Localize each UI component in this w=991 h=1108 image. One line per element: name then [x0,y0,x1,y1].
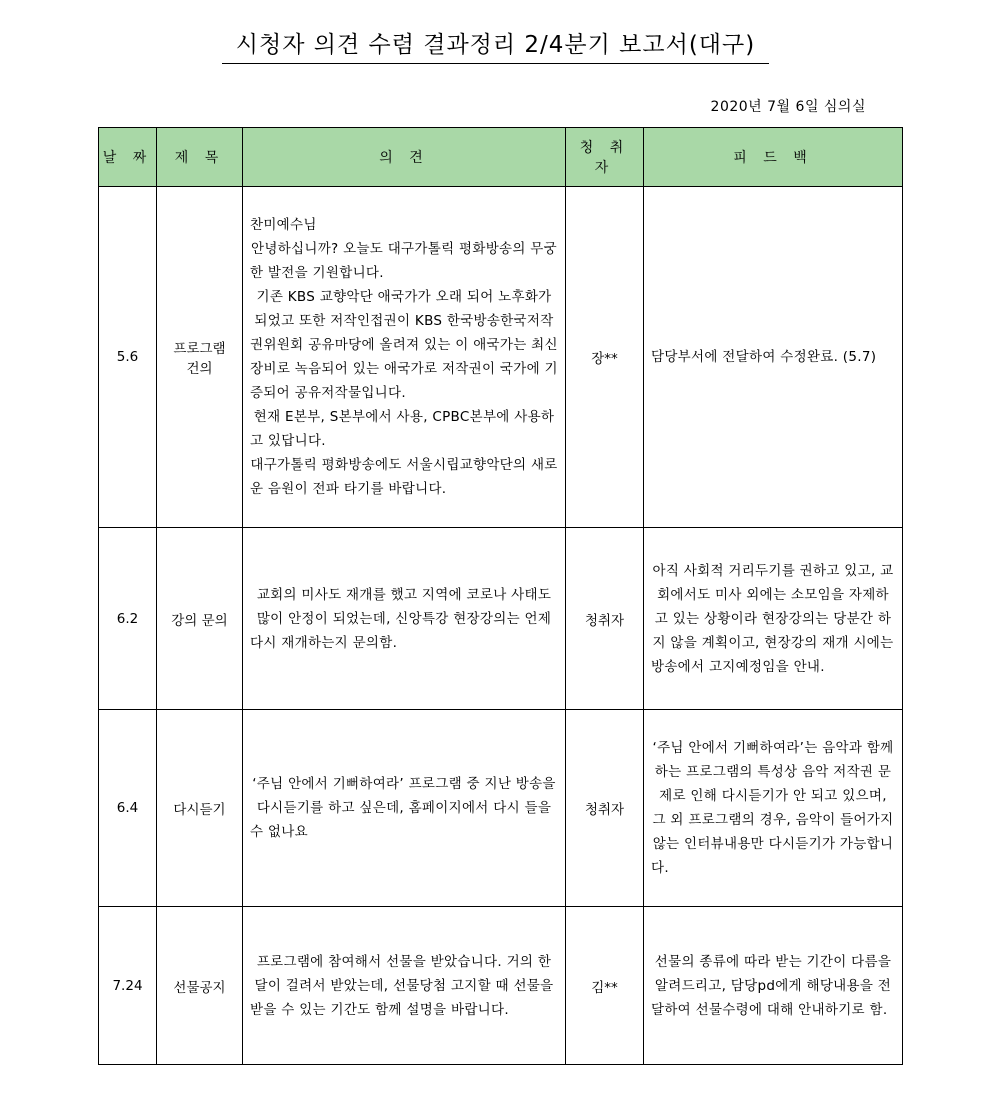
row-listener: 청취자 [566,528,644,710]
header-feedback: 피 드 백 [644,128,903,187]
row-opinion [243,528,566,710]
row-listener: 장** [566,187,644,528]
row-feedback: 담당부서에 전달하여 수정완료. (5.7) [644,187,903,528]
report-title [0,30,991,64]
row-opinion [243,907,566,1065]
row-opinion [243,710,566,907]
row-subject: 강의 문의 [157,528,243,710]
opinion-paragraph: 찬미예수님 [250,217,317,233]
opinion-paragraph: 대구가톨릭 평화방송에도 서울시립교향악단의 새로운 음원이 전파 타기를 바랍니다. [250,457,558,497]
row-date: 5.6 [99,187,157,528]
row-subject: 선물공지 [157,907,243,1065]
opinion-paragraph: 안녕하십니까? 오늘도 대구가톨릭 평화방송의 무궁한 발전을 기원합니다. [250,241,557,281]
opinion-table [98,127,903,1065]
row-feedback: 선물의 종류에 따라 받는 기간이 다름을 알려드리고, 담당pd에게 해당내용을 전달하여 선물수령에 대해 안내하기로 함. [644,907,903,1065]
opinion-paragraph: 현재 E본부, S본부에서 사용, CPBC본부에 사용하고 있답니다. [250,409,555,449]
report-date: 2020년 7월 6일 심의실 [710,99,866,115]
header-row [99,128,903,187]
row-date: 7.24 [99,907,157,1065]
opinion-paragraph: 기존 KBS 교향악단 애국가가 오래 되어 노후화가 되었고 또한 저작인접권이 KBS 한국방송한국저작권위원회 공유마당에 올려져 있는 이 애국가는 최신장비로 녹음되어 있는 애국가로 저작권이 국가에 기증되어 공유저작물입니다. [250,289,558,401]
row-listener: 김** [566,907,644,1065]
report-title-text: 시청자 의견 수렴 결과정리 2/4분기 보고서(대구) [222,30,769,64]
table-row [99,907,903,1065]
row-opinion [243,187,566,528]
header-listener: 청 취 자 [566,128,644,187]
row-listener: 청취자 [566,710,644,907]
header-date: 날 짜 [99,128,157,187]
row-date: 6.4 [99,710,157,907]
header-subject: 제 목 [157,128,243,187]
opinion-paragraph: ‘주님 안에서 기뻐하여라’ 프로그램 중 지난 방송을 다시듣기를 하고 싶은데, 홈페이지에서 다시 들을 수 없나요 [250,776,556,840]
table-row [99,528,903,710]
row-date: 6.2 [99,528,157,710]
opinion-paragraph: 프로그램에 참여해서 선물을 받았습니다. 거의 한 달이 걸려서 받았는데, 선물당첨 고지할 때 선물을 받을 수 있는 기간도 함께 설명을 바랍니다. [250,953,554,1018]
row-subject: 프로그램 건의 [157,187,243,528]
table-row [99,187,903,528]
row-subject: 다시듣기 [157,710,243,907]
table-row [99,710,903,907]
header-opinion: 의 견 [243,128,566,187]
row-feedback: ‘주님 안에서 기뻐하여라’는 음악과 함께 하는 프로그램의 특성상 음악 저작권 문제로 인해 다시듣기가 안 되고 있으며, 그 외 프로그램의 경우, 음악이 들어가지 않는 인터뷰내용만 다시듣기가 가능합니다. [644,710,903,907]
opinion-paragraph: 교회의 미사도 재개를 했고 지역에 코로나 사태도 많이 안정이 되었는데, 신앙특강 현장강의는 언제 다시 재개하는지 문의함. [250,586,552,651]
row-feedback: 아직 사회적 거리두기를 권하고 있고, 교회에서도 미사 외에는 소모임을 자제하고 있는 상황이라 현장강의는 당분간 하지 않을 계획이고, 현장강의 재개 시에는 방송에서 고지예정임을 안내. [644,528,903,710]
